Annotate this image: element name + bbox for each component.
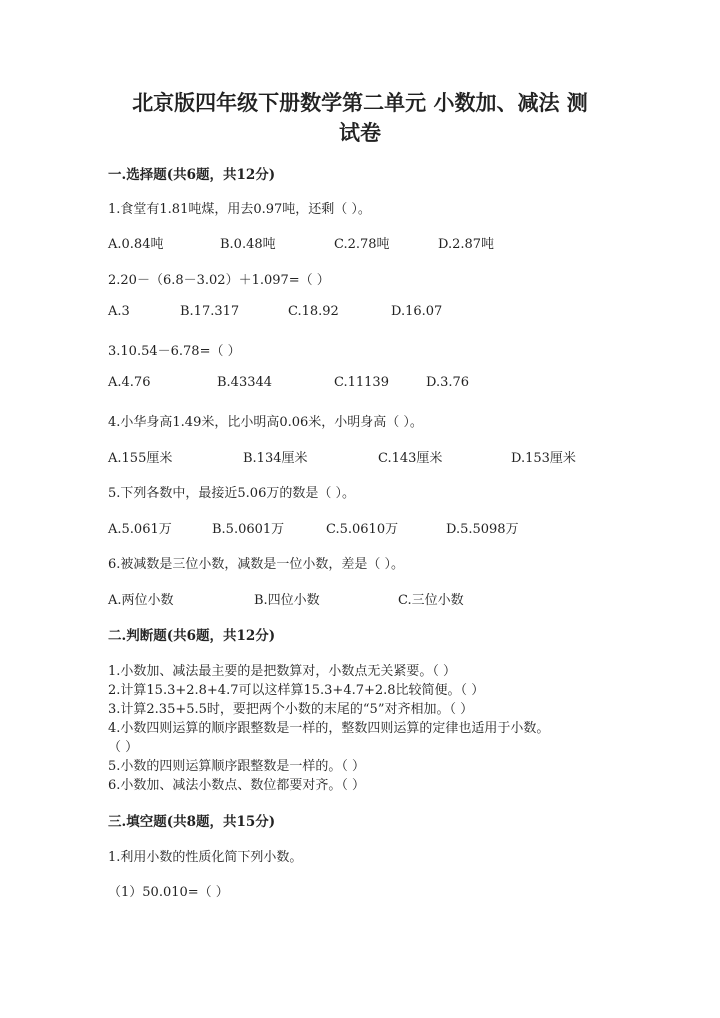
question-6-stem: 6.被减数是三位小数，减数是一位小数，差是（ ）。	[108, 557, 405, 572]
option-a: A.3	[108, 304, 130, 319]
question-3-options	[108, 375, 628, 393]
option-b: B.134厘米	[243, 451, 308, 466]
judge-item-1: 1.小数加、减法最主要的是把数算对，小数点无关紧要。（ ）	[108, 664, 457, 679]
question-5-options	[108, 518, 628, 536]
option-c: C.三位小数	[398, 593, 464, 608]
question-1-stem: 1.食堂有1.81吨煤，用去0.97吨，还剩（ ）。	[108, 202, 371, 217]
fill-question-1-stem: 1.利用小数的性质化简下列小数。	[108, 850, 303, 865]
option-d: D.5.5098万	[446, 522, 519, 537]
question-2-options	[108, 304, 628, 322]
option-b: B.43344	[217, 375, 273, 390]
option-c: C.143厘米	[378, 451, 443, 466]
option-a: A.两位小数	[108, 593, 174, 608]
page-title	[100, 88, 620, 148]
judge-item-6: 6.小数加、减法小数点、数位都要对齐。（ ）	[108, 778, 366, 793]
question-4-stem: 4.小华身高1.49米，比小明高0.06米，小明身高（ ）。	[108, 415, 423, 430]
option-c: C.5.0610万	[326, 522, 399, 537]
section-heading-fill: 三.填空题(共8题，共15分)	[108, 814, 276, 830]
option-c: C.18.92	[288, 304, 339, 319]
question-6-options	[108, 589, 628, 607]
question-2-stem: 2.20－（6.8－3.02）＋1.097=（ ）	[108, 273, 330, 288]
judge-item-5: 5.小数的四则运算顺序跟整数是一样的。（ ）	[108, 759, 366, 774]
option-c: C.2.78吨	[334, 237, 390, 252]
option-b: B.17.317	[180, 304, 240, 319]
section-heading-judge: 二.判断题(共6题，共12分)	[108, 628, 276, 644]
judge-item-3: 3.计算2.35+5.5时，要把两个小数的末尾的“5”对齐相加。（ ）	[108, 702, 474, 717]
option-a: A.0.84吨	[108, 237, 164, 252]
section-heading-choice: 一.选择题(共6题，共12分)	[108, 167, 276, 183]
option-a: A.4.76	[108, 375, 151, 390]
option-b: B.0.48吨	[220, 237, 276, 252]
option-c: C.11139	[334, 375, 389, 390]
title-line-2: 试卷	[339, 120, 381, 145]
judge-item-2: 2.计算15.3+2.8+4.7可以这样算15.3+4.7+2.8比较简便。（ ）	[108, 683, 485, 698]
question-4-options	[108, 447, 628, 465]
question-1-options	[108, 233, 628, 251]
option-a: A.155厘米	[108, 451, 173, 466]
option-b: B.四位小数	[254, 593, 320, 608]
judge-item-4-answer: （ ）	[108, 740, 139, 755]
option-a: A.5.061万	[108, 522, 172, 537]
judge-item-4: 4.小数四则运算的顺序跟整数是一样的，整数四则运算的定律也适用于小数。	[108, 721, 550, 736]
option-d: D.153厘米	[511, 451, 576, 466]
option-d: D.16.07	[391, 304, 443, 319]
question-3-stem: 3.10.54－6.78=（ ）	[108, 344, 241, 359]
fill-question-1-sub-1: （1）50.010=（ ）	[108, 885, 229, 900]
option-d: D.3.76	[426, 375, 470, 390]
title-line-1: 北京版四年级下册数学第二单元 小数加、减法 测	[132, 90, 588, 115]
option-b: B.5.0601万	[212, 522, 285, 537]
question-5-stem: 5.下列各数中，最接近5.06万的数是（ ）。	[108, 486, 355, 501]
option-d: D.2.87吨	[438, 237, 495, 252]
